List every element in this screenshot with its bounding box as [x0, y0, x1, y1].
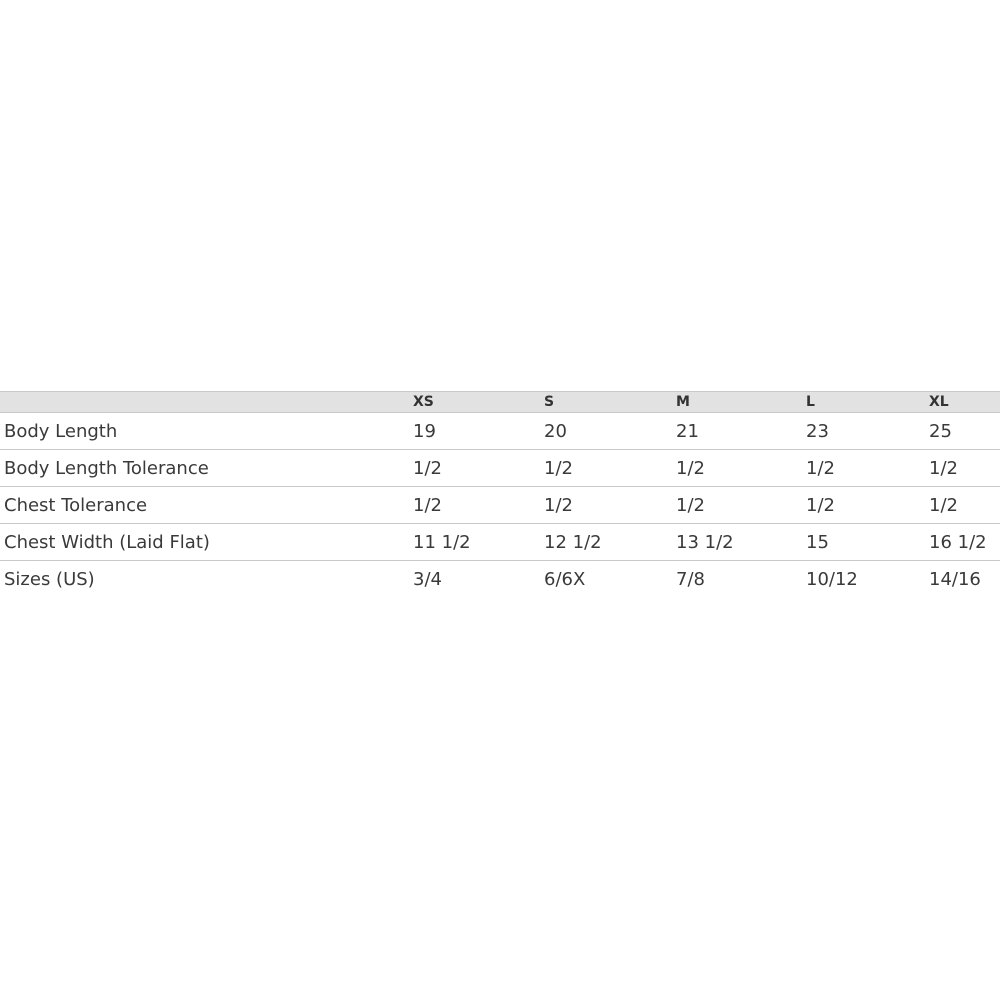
table-cell: 13 1/2	[676, 532, 734, 553]
table-cell: 1/2	[806, 495, 835, 516]
table-header-row	[0, 391, 1000, 413]
table-cell: 15	[806, 532, 829, 553]
table-cell: 1/2	[929, 495, 958, 516]
row-label: Chest Width (Laid Flat)	[4, 532, 210, 553]
table-cell: 20	[544, 421, 567, 442]
column-header-l: L	[806, 394, 815, 410]
table-row-body-length-tolerance	[0, 450, 1000, 487]
table-row-sizes-us	[0, 561, 1000, 598]
table-cell: 16 1/2	[929, 532, 987, 553]
size-chart-table	[0, 391, 1000, 598]
table-cell: 1/2	[413, 495, 442, 516]
table-cell: 3/4	[413, 569, 442, 590]
table-cell: 14/16	[929, 569, 981, 590]
table-cell: 23	[806, 421, 829, 442]
table-row-chest-tolerance	[0, 487, 1000, 524]
column-header-xl: XL	[929, 394, 949, 410]
row-label: Body Length Tolerance	[4, 458, 209, 479]
table-cell: 1/2	[544, 458, 573, 479]
table-cell: 7/8	[676, 569, 705, 590]
table-cell: 21	[676, 421, 699, 442]
column-header-m: M	[676, 394, 690, 410]
table-cell: 1/2	[806, 458, 835, 479]
table-cell: 1/2	[676, 495, 705, 516]
table-row-body-length	[0, 413, 1000, 450]
row-label: Body Length	[4, 421, 118, 442]
row-label: Chest Tolerance	[4, 495, 148, 516]
table-cell: 1/2	[544, 495, 573, 516]
column-header-s: S	[544, 394, 555, 410]
row-label: Sizes (US)	[4, 569, 95, 590]
table-cell: 6/6X	[544, 569, 586, 590]
table-cell: 1/2	[676, 458, 705, 479]
table-cell: 1/2	[413, 458, 442, 479]
table-row-chest-width	[0, 524, 1000, 561]
table-cell: 19	[413, 421, 436, 442]
table-cell: 10/12	[806, 569, 858, 590]
table-cell: 25	[929, 421, 952, 442]
table-cell: 1/2	[929, 458, 958, 479]
column-header-xs: XS	[413, 394, 434, 410]
table-cell: 12 1/2	[544, 532, 602, 553]
table-cell: 11 1/2	[413, 532, 471, 553]
